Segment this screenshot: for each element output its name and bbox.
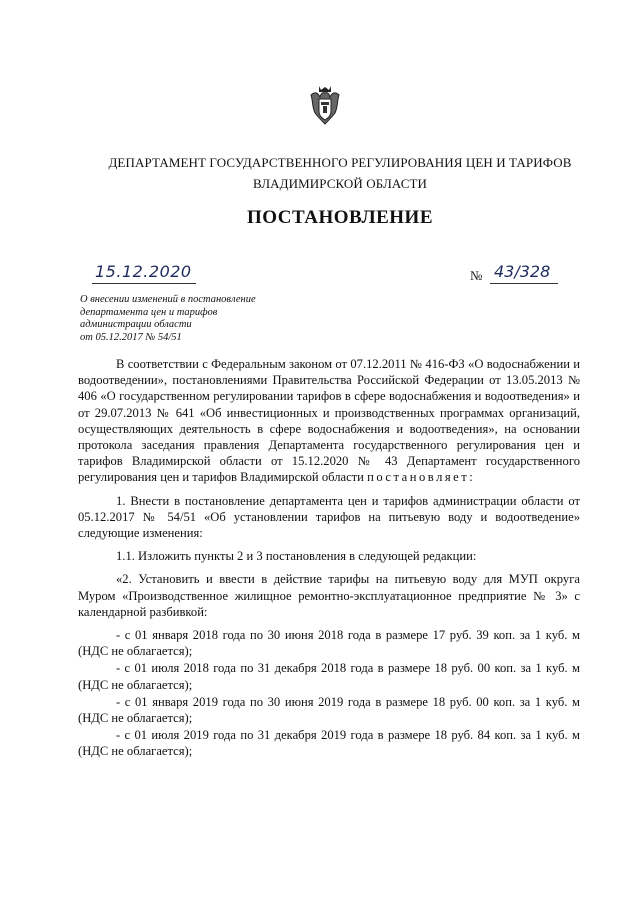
number-underline: [490, 283, 558, 284]
tariff-item: - с 01 июля 2019 года по 31 декабря 2019 года в размере 18 руб. 84 коп. за 1 куб. м (НДС не облагается);: [78, 728, 580, 759]
clause-1-paragraph: 1. Внести в постановление департамента цен и тарифов администрации области от 05.12.2017 № 54/51 «Об установлении тарифов на питьевую воду и водоотведение» следующие изменения:: [78, 493, 580, 541]
subject-line: администрации области: [80, 319, 192, 330]
tariff-item: - с 01 июля 2018 года по 31 декабря 2018 года в размере 18 руб. 00 коп. за 1 куб. м (НДС не облагается);: [78, 661, 580, 692]
department-name-line2: ВЛАДИМИРСКОЙ ОБЛАСТИ: [252, 176, 428, 191]
document-title: ПОСТАНОВЛЕНИЕ: [246, 207, 434, 228]
number-sign: №: [470, 268, 483, 283]
department-name-line1: ДЕПАРТАМЕНТ ГОСУДАРСТВЕННОГО РЕГУЛИРОВАНИЯ ЦЕН И ТАРИФОВ: [108, 155, 572, 170]
subject-line: О внесении изменений в постановление: [80, 294, 256, 305]
tariff-item: - с 01 января 2019 года по 30 июня 2019 года в размере 18 руб. 00 коп. за 1 куб. м (НДС не облагается);: [78, 694, 580, 726]
subject-line: департамента цен и тарифов: [80, 306, 218, 318]
document-number: 43/328: [494, 262, 551, 281]
tariff-item: - с 01 января 2018 года по 30 июня 2018 года в размере 17 руб. 39 коп. за 1 куб. м (НДС не облагается);: [78, 628, 580, 659]
clause-2-paragraph: «2. Установить и ввести в действие тарифы на питьевую воду для МУП округа Муром «Производственное жилищное ремонтно-эксплуатационное предприятие № 3» с календарной разбивкой:: [78, 572, 580, 619]
preamble-text: В соответствии с Федеральным законом от 07.12.2011 № 416-ФЗ «О водоснабжении и водоотведении», постановлениями Правительства Российской Федерации от 13.05.2013 № 406 «О государственном регулировании тарифов в сфере водоснабжения и водоотведения» и от 29.07.2013 № 641 «Об инвестиционных и производственных программах организаций, осуществляющих деятельность в сфере водоснабжения и водоотведения», на основании протокола заседания правления Департамента государственного регулирования цен и тарифов Владимирской области от 15.12.2020 № 43 Департамент государственного регулирования цен и тарифов Владимирской области: [78, 357, 580, 485]
preamble-paragraph: [78, 356, 580, 486]
subject-line: от 05.12.2017 № 54/51: [80, 331, 182, 343]
document-body: [78, 356, 580, 761]
resolves-word: постановляет:: [367, 470, 476, 485]
date-underline: [92, 283, 196, 284]
coat-of-arms-icon: [308, 83, 342, 127]
clause-1-1-paragraph: 1.1. Изложить пункты 2 и 3 постановления в следующей редакции:: [116, 549, 477, 564]
document-date: 15.12.2020: [95, 262, 192, 281]
document-subject: [80, 294, 320, 344]
